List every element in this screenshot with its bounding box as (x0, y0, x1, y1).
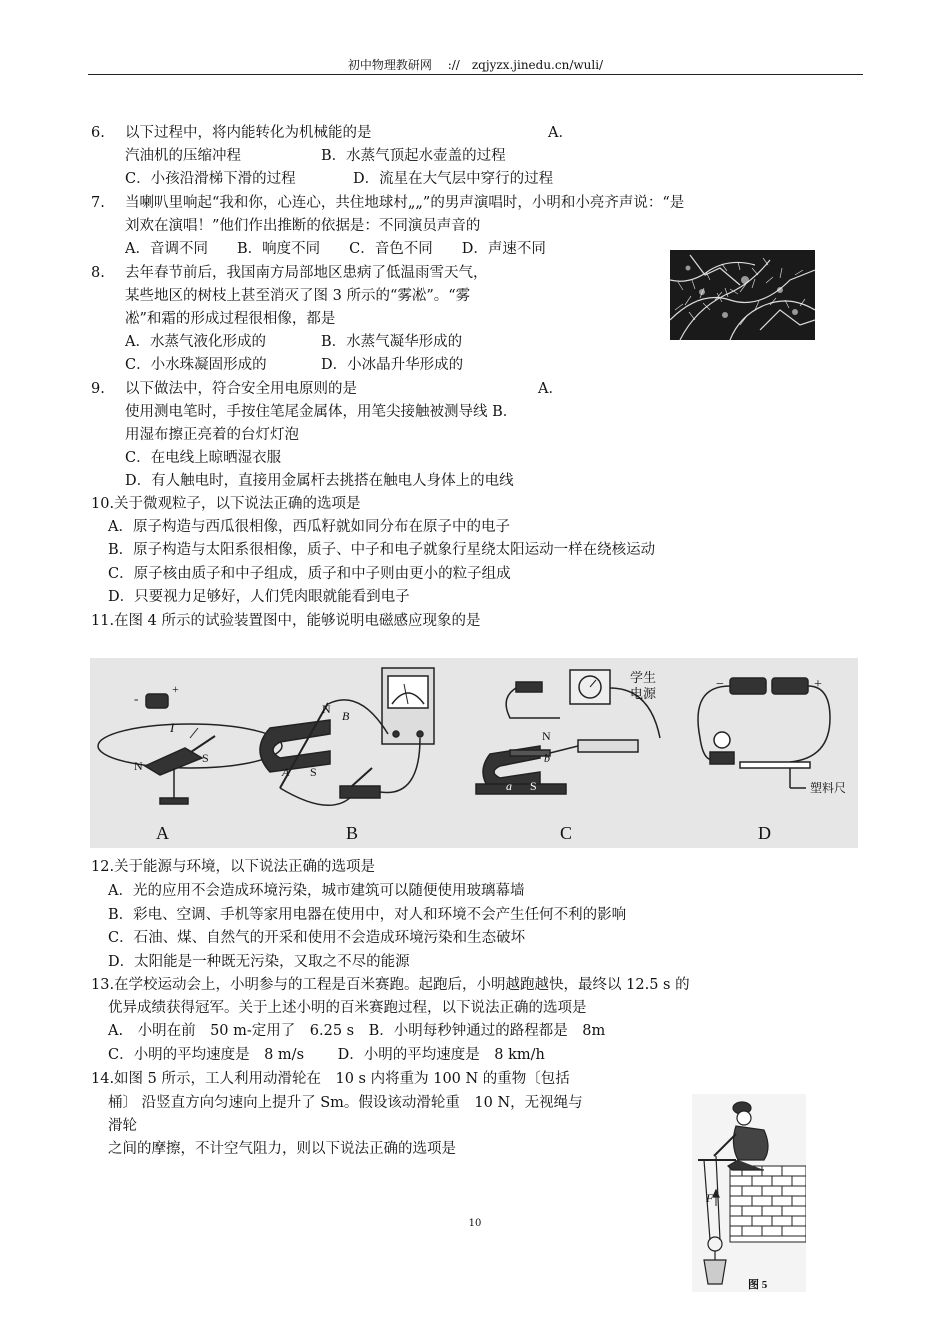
rime-branches-icon (670, 250, 815, 340)
q6-stem: 以下过程中，将内能转化为机械能的是 (125, 125, 372, 141)
q6-option-c: C．小孩沿滑梯下滑的过程 (125, 171, 296, 187)
q7-stem-line1: 当喇叭里响起“我和你，心连心，共住地球村„„”的男声演唱时，小明和小亮齐声说：“是 (125, 195, 685, 211)
q13-options-cd: C．小明的平均速度是 8 m/s D．小明的平均速度是 8 km/h (108, 1047, 545, 1063)
q8-stem-line1: 去年春节前后，我国南方局部地区患病了低温雨雪天气， (125, 265, 488, 281)
panel-c-label: C (560, 823, 573, 843)
q12-option-c: C．石油、煤、自然气的开采和使用不会造成环境污染和生态破坏 (108, 930, 526, 946)
q12-stem: 12.关于能源与环境，以下说法正确的选项是 (91, 859, 376, 875)
q8-option-c: C．小水珠凝固形成的 (125, 357, 267, 373)
brick-wall (730, 1166, 806, 1242)
q8-number: 8. (91, 265, 105, 281)
panel-b-generator (260, 668, 434, 805)
panel-d-minus: − (716, 677, 724, 692)
q7-stem-line2: 刘欢在演唱！”他们作出推断的依据是：不同演员声音的 (125, 218, 481, 234)
panel-d-plus: + (814, 677, 822, 692)
panel-a-minus: - (134, 691, 139, 706)
figure-5-pulley (692, 1094, 806, 1292)
q12-option-a: A．光的应用不会造成环境污染，城市建筑可以随便使用玻璃幕墙 (108, 883, 525, 899)
rime-photo (670, 250, 815, 340)
page-header: 初中物理教研网 :// zqjyzx.jinedu.cn/wuli/ (88, 58, 863, 75)
panel-c-north: N (542, 729, 551, 743)
panel-d-label: D (758, 823, 771, 843)
q14-stem-line4: 之间的摩擦，不计空气阻力，则以下说法正确的选项是 (108, 1141, 456, 1157)
page-number: 10 (468, 1218, 482, 1229)
q9-option-d: D．有人触电时，直接用金属杆去挑搭在触电人身体上的电线 (125, 473, 514, 489)
q8-option-d: D．小冰晶升华形成的 (321, 357, 464, 373)
q6-option-d: D．流星在大气层中穿行的过程 (353, 171, 554, 187)
panel-a-south: S (202, 751, 209, 765)
panel-b-label: B (346, 823, 359, 843)
panel-a-label: A (156, 823, 169, 843)
q14-stem-line3: 滑轮 (108, 1118, 137, 1134)
force-label: F (706, 1191, 714, 1205)
q7-options: A．音调不同 B．响度不同 C．音色不同 D．声速不同 (125, 241, 546, 257)
q9-stem: 以下做法中，符合安全用电原则的是 (125, 381, 357, 397)
panel-b-wire-b: B (342, 709, 350, 723)
q13-options-ab: A. 小明在前 50 m-定用了 6.25 s B．小明每秒钟通过的路程都是 8m (108, 1023, 606, 1039)
panel-c-a: a (506, 779, 512, 793)
q6-option-a: 汽油机的压缩冲程 (125, 148, 241, 164)
panel-a-plus: + (172, 682, 179, 696)
q8-stem-line2: 某些地区的树枝上甚至消灭了图 3 所示的“雾凇”。“雾 (125, 288, 471, 304)
panel-a-oersted (98, 694, 282, 804)
q8-option-b: B．水蒸气凝华形成的 (321, 334, 463, 350)
q10-option-b: B．原子构造与太阳系很相像，质子、中子和电子就象行星绕太阳运动一样在绕核运动 (108, 542, 656, 558)
panel-a-north: N (134, 759, 143, 773)
panel-b-wire-a: A (282, 765, 290, 779)
figure-5-drawing (692, 1094, 806, 1292)
panel-b-north: N (322, 702, 331, 716)
q14-stem-line2: 桶〕 沿竖直方向匀速向上提升了 Sm。假设该动滑轮重 10 N，无视绳与 (108, 1095, 583, 1111)
q13-stem-line2: 优异成绩获得冠军。关于上述小明的百米赛跑过程，以下说法正确的选项是 (108, 1000, 587, 1016)
figure-5-caption: 图 5 (748, 1279, 768, 1291)
panel-a-current: I (170, 720, 175, 735)
figure-4-apparatus (90, 658, 858, 848)
q12-option-b: B．彩电、空调、手机等家用电器在使用中，对人和环境不会产生任何不利的影响 (108, 907, 627, 923)
panel-d-ruler-label: 塑料尺 (810, 781, 847, 795)
q9-option-a-label: A． (538, 381, 563, 397)
panel-c-south: S (530, 779, 537, 793)
q13-stem-line1: 13.在学校运动会上，小明参与的工程是百米赛跑。起跑后，小明越跑越快，最终以 12.5 s 的 (91, 977, 690, 993)
figure-4-drawing (90, 658, 858, 848)
q9-option-b: 用湿布擦正亮着的台灯灯泡 (125, 427, 299, 443)
q9-number: 9. (91, 381, 105, 397)
q8-stem-line3: 凇”和霜的形成过程很相像，都是 (125, 311, 336, 327)
panel-c-power-label-2: 电源 (630, 686, 657, 701)
q6-option-b: B．水蒸气顶起水壶盖的过程 (321, 148, 506, 164)
q12-option-d: D．太阳能是一种既无污染，又取之不尽的能源 (108, 954, 410, 970)
q7-number: 7. (91, 195, 105, 211)
q6-number: 6. (91, 125, 105, 141)
q14-stem-line1: 14.如图 5 所示，工人利用动滑轮在 10 s 内将重为 100 N 的重物〔包括 (91, 1071, 570, 1087)
panel-d-conductivity (698, 678, 830, 788)
panel-c-power-label-1: 学生 (630, 670, 657, 685)
q10-option-c: C．原子核由质子和中子组成，质子和中子则由更小的粒子组成 (108, 566, 511, 582)
q8-option-a: A．水蒸气液化形成的 (125, 334, 266, 350)
panel-c-b: b (544, 751, 550, 765)
q9-option-c: C．在电线上晾晒湿衣服 (125, 450, 282, 466)
q6-option-a-label: A． (548, 125, 573, 141)
q10-option-d: D．只要视力足够好，人们凭肉眼就能看到电子 (108, 589, 410, 605)
q11-stem: 11.在图 4 所示的试验装置图中，能够说明电磁感应现象的是 (91, 613, 481, 629)
panel-b-south: S (310, 765, 317, 779)
q10-stem: 10.关于微观粒子，以下说法正确的选项是 (91, 496, 361, 512)
q10-option-a: A．原子构造与西瓜很相像，西瓜籽就如同分布在原子中的电子 (108, 519, 510, 535)
q9-option-a: 使用测电笔时，手按住笔尾金属体，用笔尖接触被测导线 B． (125, 404, 518, 420)
